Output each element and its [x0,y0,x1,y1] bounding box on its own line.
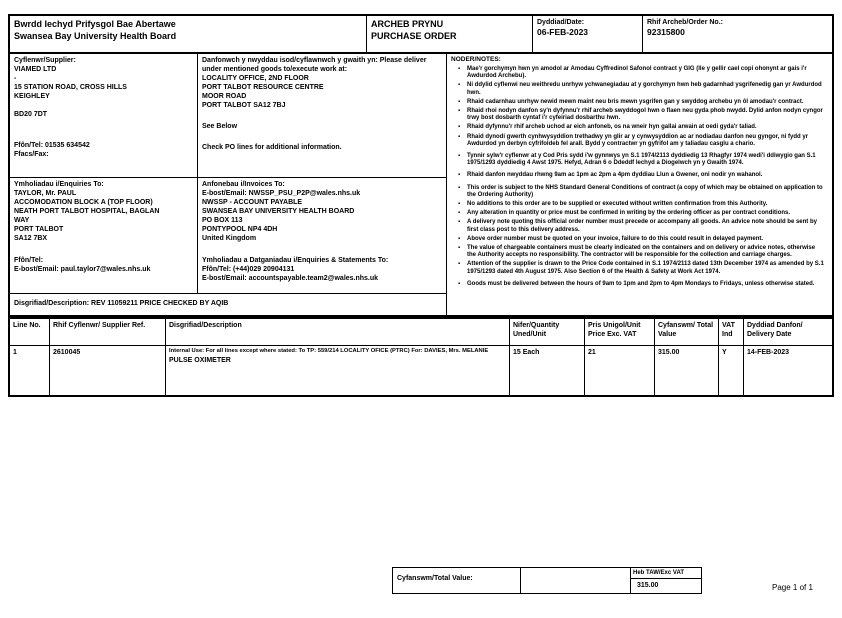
note-item: ▪ Attention of the supplier is drawn to the Price Code contained in S.1 1974/2113 dated 13th December 1974 as amended by S.1 1975/1293 dated 4th August 1975. Also Section 6 of the Health & Safety at Work Act 1974. [467,261,824,275]
total-exc-vat-cell [631,568,701,593]
enquiries-contact-line: PORT TALBOT [14,226,64,233]
deliver-address-line: PORT TALBOT RESOURCE CENTRE [202,84,324,91]
supplier-label: Cyflenwr/Supplier: [14,57,76,64]
notes-list [451,66,828,288]
enquiries-contact-line: NEATH PORT TALBOT HOSPITAL, BAGLAN [14,208,160,215]
note-item: ▪ Any alteration in quantity or price must be confirmed in writing by the ordering officer as per contract conditions. [467,210,824,217]
item-line-no: 1 [10,346,50,395]
description-bar: Disgrifiad/Description: REV 11059211 PRICE CHECKED BY AQIB [10,294,447,315]
note-item: ▪ Rhaid cadarnhau unrhyw newid mewn maint neu bris mewn ysgrifen gan y swyddog archebu yn ôl amodau'r contract. [467,99,824,106]
document-title-english: PURCHASE ORDER [371,31,457,41]
note-item: ▪ The value of chargeable containers must be clearly indicated on the containers and on delivery or advice notes, otherwise the Authority accepts no responsibility. The contractor will be responsible for the collection and carriage charges. [467,245,824,259]
item-supplier-ref: 2610045 [50,346,166,395]
order-number-label: Rhif Archeb/Order No.: [647,19,723,26]
col-header-supplier-ref: Rhif Cyflenwr/ Supplier Ref. [50,319,166,346]
check-po-note: Check PO lines for additional information. [202,144,342,151]
invoices-address-line: United Kingdom [202,235,257,242]
invoices-address-line: E-bost/Email: NWSSP_PSU_P2P@wales.nhs.uk [202,190,361,197]
line-items-table [8,317,834,397]
deliver-to-label: Danfonwch y nwyddau isod/cyflawnwch y gwaith yn: Please deliver under mentioned goods to/execute work at: [202,57,427,73]
invoices-email: E-bost/Email: accountspayable.team2@wales.nhs.uk [202,275,379,282]
statements-label: Ymholiadau a Datganiadau i/Enquiries & Statements To: [202,257,389,264]
org-name-block [10,16,366,52]
total-value-label: Cyfanswm/Total Value: [393,568,521,593]
supplier-section [10,54,198,178]
supplier-fax: Ffacs/Fax: [14,151,49,158]
total-value-amount: 315.00 [637,582,659,589]
supplier-address-line: - [14,75,17,82]
col-header-total-value: Cyfanswm/ Total Value [655,319,719,346]
col-header-quantity: Nifer/Quantity Uned/Unit [510,319,585,346]
enquiries-label: Ymholiadau i/Enquiries To: [14,181,104,188]
supplier-address-line: KEIGHLEY [14,93,50,100]
note-item: ▪ Rhaid danfon nwyddau rhwng 9am ac 1pm ac 2pm a 4pm dyddiau Llun a Gwener, oni nodir yn wahanol. [467,172,824,179]
org-name-english: Swansea Bay University Health Board [14,31,177,41]
note-item: ▪ This order is subject to the NHS Standard General Conditions of contract (a copy of which may be obtained on application to the Ordering Authority) [467,185,824,199]
col-header-description: Disgrifiad/Description [166,319,510,346]
supplier-postcode: BD20 7DT [14,111,48,118]
totals-box [392,567,702,594]
note-item: ▪ Rhaid rhoi nodyn danfon sy'n dyfynnu'r rhif archeb swyddogol hwn o flaen neu gyda phob nwydd. Dylid anfon nodyn cyngor trwy bost dosbarth cyntaf i'r cyfeiriad dosbarthu hwn. [467,108,824,122]
order-date-block [532,16,642,52]
col-header-line-no: Line No. [10,319,50,346]
deliver-to-section [198,54,447,178]
invoices-address-line: SWANSEA BAY UNIVERSITY HEALTH BOARD [202,208,355,215]
page-number: Page 1 of 1 [772,583,813,592]
enquiries-phone-label: Ffôn/Tel: [14,257,44,264]
enquiries-email: E-bost/Email: paul.taylor7@wales.nhs.uk [14,266,151,273]
notes-section [447,54,832,315]
enquiries-section [10,178,198,294]
document-title-block [366,16,532,52]
enquiries-contact-line: ACCOMODATION BLOCK A (TOP FLOOR) [14,199,153,206]
col-header-delivery-date: Dyddiad Danfon/ Delivery Date [744,319,832,346]
note-item: ▪ A delivery note quoting this official order number must precede or accompany all goods. An advice note should be sent by first class post to this delivery address. [467,219,824,233]
item-total-value: 315.00 [655,346,719,395]
note-item: ▪ Rhaid dyfynnu'r rhif archeb uchod ar eich anfoneb, os na wneir hyn gallai arwain at oedi gyda'r taliad. [467,124,824,131]
note-item: ▪ Rhaid dynodi gwerth cynhwysyddion trethadwy yn glir ar y cynwysyddion ac ar nodiadau danfon neu gyngor, ni fydd yr Awdurdod yn derbyn cyfrifoldeb fel arall. Bydd y contractwr yn gyfrifol am y taliadau casglu a chario. [467,134,824,148]
invoices-section [198,178,447,294]
item-unit-price: 21 [585,346,655,395]
enquiries-contact-line: SA12 7BX [14,235,48,242]
document-header [8,14,834,54]
invoices-label: Anfonebau i/Invoices To: [202,181,285,188]
enquiries-contact-line: WAY [14,217,30,224]
note-item: ▪ Goods must be delivered between the hours of 9am to 1pm and 2pm to 4pm Mondays to Fridays, unless otherwise stated. [467,281,824,288]
see-below-note: See Below [202,123,238,130]
enquiries-contact-line: TAYLOR, Mr. PAUL [14,190,77,197]
item-description-cell [166,346,510,395]
item-vat-ind: Y [719,346,744,395]
item-delivery-date: 14-FEB-2023 [747,349,790,356]
deliver-address-line: MOOR ROAD [202,93,247,100]
note-item: ▪ Tynnir sylw'r cyflenwr at y Cod Pris sydd i'w gynnwys yn S.1 1974/2113 dyddiedig 13 Rhagfyr 1974 wedi'i ddiwygio gan S.1 1975/1293 dyddiedig 4 Awst 1975. Hefyd, Adran 6 o Ddeddf Iechyd a Diogelwch yn y Gwaith 1974. [467,153,824,167]
invoices-address-line: PONTYPOOL NP4 4DH [202,226,278,233]
note-item: ▪ Ni ddylid cyflenwi neu weithredu unrhyw ychwanegiadau at y gorchymyn hwn heb gadarnhad ysgrifenedig gan yr Awdurdod hwn. [467,82,824,96]
note-item: ▪ Above order number must be quoted on your invoice, failure to do this could result in delayed payment. [467,236,824,243]
date-label: Dyddiad/Date: [537,19,585,26]
item-quantity: 15 Each [510,346,585,395]
deliver-address-line: LOCALITY OFFICE, 2ND FLOOR [202,75,309,82]
item-internal-use-note: Internal Use: For all lines except where stated: To TP: 559/214 LOCALITY OFICE (PTRC) For: DAVIES, Mrs. MELANIE [169,348,489,354]
supplier-phone: Ffôn/Tel: 01535 634542 [14,142,90,149]
invoices-phone: Ffôn/Tel: (+44)029 20904131 [202,266,295,273]
date-value: 06-FEB-2023 [537,27,589,37]
order-number-value: 92315800 [647,27,685,37]
main-info-grid [8,54,834,317]
exc-vat-header: Heb TAW/Exc VAT [631,568,701,579]
note-item: ▪ Mae'r gorchymyn hwn yn amodol ar Amodau Cyffredinol Safonol contract y GIG (lle y gellir cael copi ohonynt ar gais i'r Awdurdod Archebu). [467,66,824,80]
invoices-address-line: PO BOX 113 [202,217,243,224]
invoices-address-line: NWSSP - ACCOUNT PAYABLE [202,199,303,206]
deliver-address-line: PORT TALBOT SA12 7BJ [202,102,286,109]
document-title-welsh: ARCHEB PRYNU [371,19,444,29]
col-header-vat-ind: VAT Ind [719,319,744,346]
col-header-unit-price: Pris Unigol/Unit Price Exc. VAT [585,319,655,346]
notes-label: NODER/NOTES: [451,56,501,63]
supplier-address-line: 15 STATION ROAD, CROSS HILLS [14,84,127,91]
note-item: ▪ No additions to this order are to be supplied or executed without written confirmation from this Authority. [467,201,824,208]
org-name-welsh: Bwrdd Iechyd Prifysgol Bae Abertawe [14,19,176,29]
supplier-name: VIAMED LTD [14,66,57,73]
order-number-block [642,16,832,52]
item-description: PULSE OXIMETER [169,357,231,364]
total-value-empty-cell [521,568,631,593]
